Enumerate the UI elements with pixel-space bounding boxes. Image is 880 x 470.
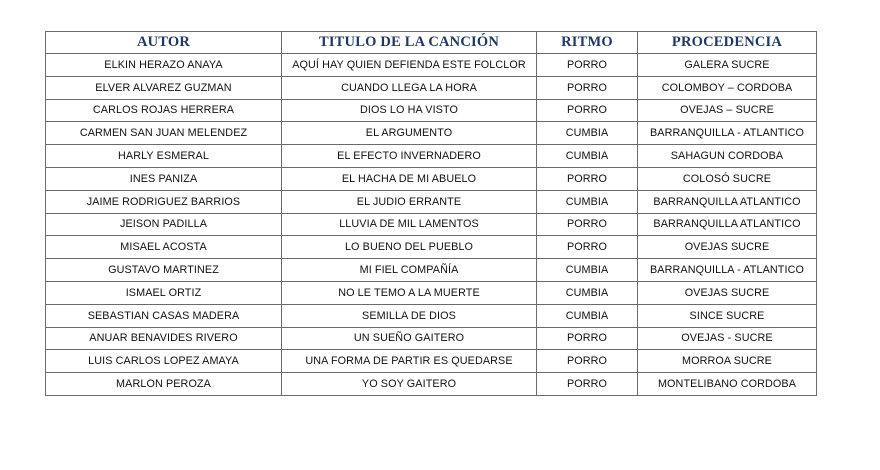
- document-page: [45, 31, 816, 396]
- cell-ritmo: PORRO: [537, 350, 638, 373]
- cell-procedencia: OVEJAS SUCRE: [638, 236, 817, 259]
- header-procedencia: PROCEDENCIA: [638, 32, 817, 54]
- cell-procedencia: SINCE SUCRE: [638, 304, 817, 327]
- table-row: [46, 236, 817, 259]
- cell-ritmo: CUMBIA: [537, 259, 638, 282]
- cell-procedencia: BARRANQUILLA ATLANTICO: [638, 190, 817, 213]
- cell-autor: ELKIN HERAZO ANAYA: [46, 54, 282, 77]
- cell-titulo: EL HACHA DE MI ABUELO: [282, 167, 537, 190]
- table-row: [46, 122, 817, 145]
- cell-ritmo: CUMBIA: [537, 145, 638, 168]
- cell-titulo: EL ARGUMENTO: [282, 122, 537, 145]
- cell-ritmo: CUMBIA: [537, 122, 638, 145]
- cell-procedencia: BARRANQUILLA - ATLANTICO: [638, 122, 817, 145]
- cell-autor: MISAEL ACOSTA: [46, 236, 282, 259]
- table-header: [46, 32, 817, 54]
- cell-autor: CARMEN SAN JUAN MELENDEZ: [46, 122, 282, 145]
- table-row: [46, 373, 817, 396]
- table-row: [46, 213, 817, 236]
- cell-procedencia: SAHAGUN CORDOBA: [638, 145, 817, 168]
- cell-titulo: DIOS LO HA VISTO: [282, 99, 537, 122]
- cell-ritmo: PORRO: [537, 167, 638, 190]
- cell-ritmo: PORRO: [537, 54, 638, 77]
- cell-ritmo: CUMBIA: [537, 190, 638, 213]
- table-row: [46, 99, 817, 122]
- cell-procedencia: GALERA SUCRE: [638, 54, 817, 77]
- cell-autor: SEBASTIAN CASAS MADERA: [46, 304, 282, 327]
- table-row: [46, 76, 817, 99]
- cell-autor: HARLY ESMERAL: [46, 145, 282, 168]
- table-row: [46, 167, 817, 190]
- songs-table: [45, 31, 817, 396]
- cell-procedencia: OVEJAS - SUCRE: [638, 327, 817, 350]
- table-row: [46, 304, 817, 327]
- cell-titulo: UN SUEÑO GAITERO: [282, 327, 537, 350]
- cell-titulo: CUANDO LLEGA LA HORA: [282, 76, 537, 99]
- cell-ritmo: PORRO: [537, 76, 638, 99]
- cell-titulo: EL EFECTO INVERNADERO: [282, 145, 537, 168]
- cell-titulo: EL JUDIO ERRANTE: [282, 190, 537, 213]
- cell-autor: LUIS CARLOS LOPEZ AMAYA: [46, 350, 282, 373]
- table-row: [46, 259, 817, 282]
- table-body: [46, 54, 817, 396]
- cell-titulo: MI FIEL COMPAÑÍA: [282, 259, 537, 282]
- cell-titulo: LO BUENO DEL PUEBLO: [282, 236, 537, 259]
- cell-titulo: LLUVIA DE MIL LAMENTOS: [282, 213, 537, 236]
- cell-procedencia: MORROA SUCRE: [638, 350, 817, 373]
- cell-titulo: AQUÍ HAY QUIEN DEFIENDA ESTE FOLCLOR: [282, 54, 537, 77]
- header-ritmo: RITMO: [537, 32, 638, 54]
- table-row: [46, 54, 817, 77]
- cell-titulo: YO SOY GAITERO: [282, 373, 537, 396]
- table-row: [46, 145, 817, 168]
- cell-autor: JAIME RODRIGUEZ BARRIOS: [46, 190, 282, 213]
- cell-procedencia: COLOSÓ SUCRE: [638, 167, 817, 190]
- cell-autor: GUSTAVO MARTINEZ: [46, 259, 282, 282]
- cell-procedencia: MONTELIBANO CORDOBA: [638, 373, 817, 396]
- cell-procedencia: BARRANQUILLA ATLANTICO: [638, 213, 817, 236]
- cell-procedencia: BARRANQUILLA - ATLANTICO: [638, 259, 817, 282]
- cell-autor: INES PANIZA: [46, 167, 282, 190]
- cell-ritmo: PORRO: [537, 236, 638, 259]
- cell-procedencia: COLOMBOY – CORDOBA: [638, 76, 817, 99]
- header-autor: AUTOR: [46, 32, 282, 54]
- table-row: [46, 327, 817, 350]
- cell-autor: JEISON PADILLA: [46, 213, 282, 236]
- cell-ritmo: PORRO: [537, 373, 638, 396]
- cell-ritmo: PORRO: [537, 213, 638, 236]
- cell-autor: ISMAEL ORTIZ: [46, 281, 282, 304]
- cell-autor: ANUAR BENAVIDES RIVERO: [46, 327, 282, 350]
- cell-titulo: SEMILLA DE DIOS: [282, 304, 537, 327]
- cell-ritmo: CUMBIA: [537, 304, 638, 327]
- header-titulo: TITULO DE LA CANCIÓN: [282, 32, 537, 54]
- cell-ritmo: PORRO: [537, 99, 638, 122]
- cell-autor: ELVER ALVAREZ GUZMAN: [46, 76, 282, 99]
- table-row: [46, 350, 817, 373]
- cell-autor: CARLOS ROJAS HERRERA: [46, 99, 282, 122]
- cell-autor: MARLON PEROZA: [46, 373, 282, 396]
- cell-ritmo: CUMBIA: [537, 281, 638, 304]
- table-row: [46, 190, 817, 213]
- cell-titulo: UNA FORMA DE PARTIR ES QUEDARSE: [282, 350, 537, 373]
- table-row: [46, 281, 817, 304]
- cell-procedencia: OVEJAS SUCRE: [638, 281, 817, 304]
- cell-titulo: NO LE TEMO A LA MUERTE: [282, 281, 537, 304]
- cell-procedencia: OVEJAS – SUCRE: [638, 99, 817, 122]
- header-row: [46, 32, 817, 54]
- cell-ritmo: PORRO: [537, 327, 638, 350]
